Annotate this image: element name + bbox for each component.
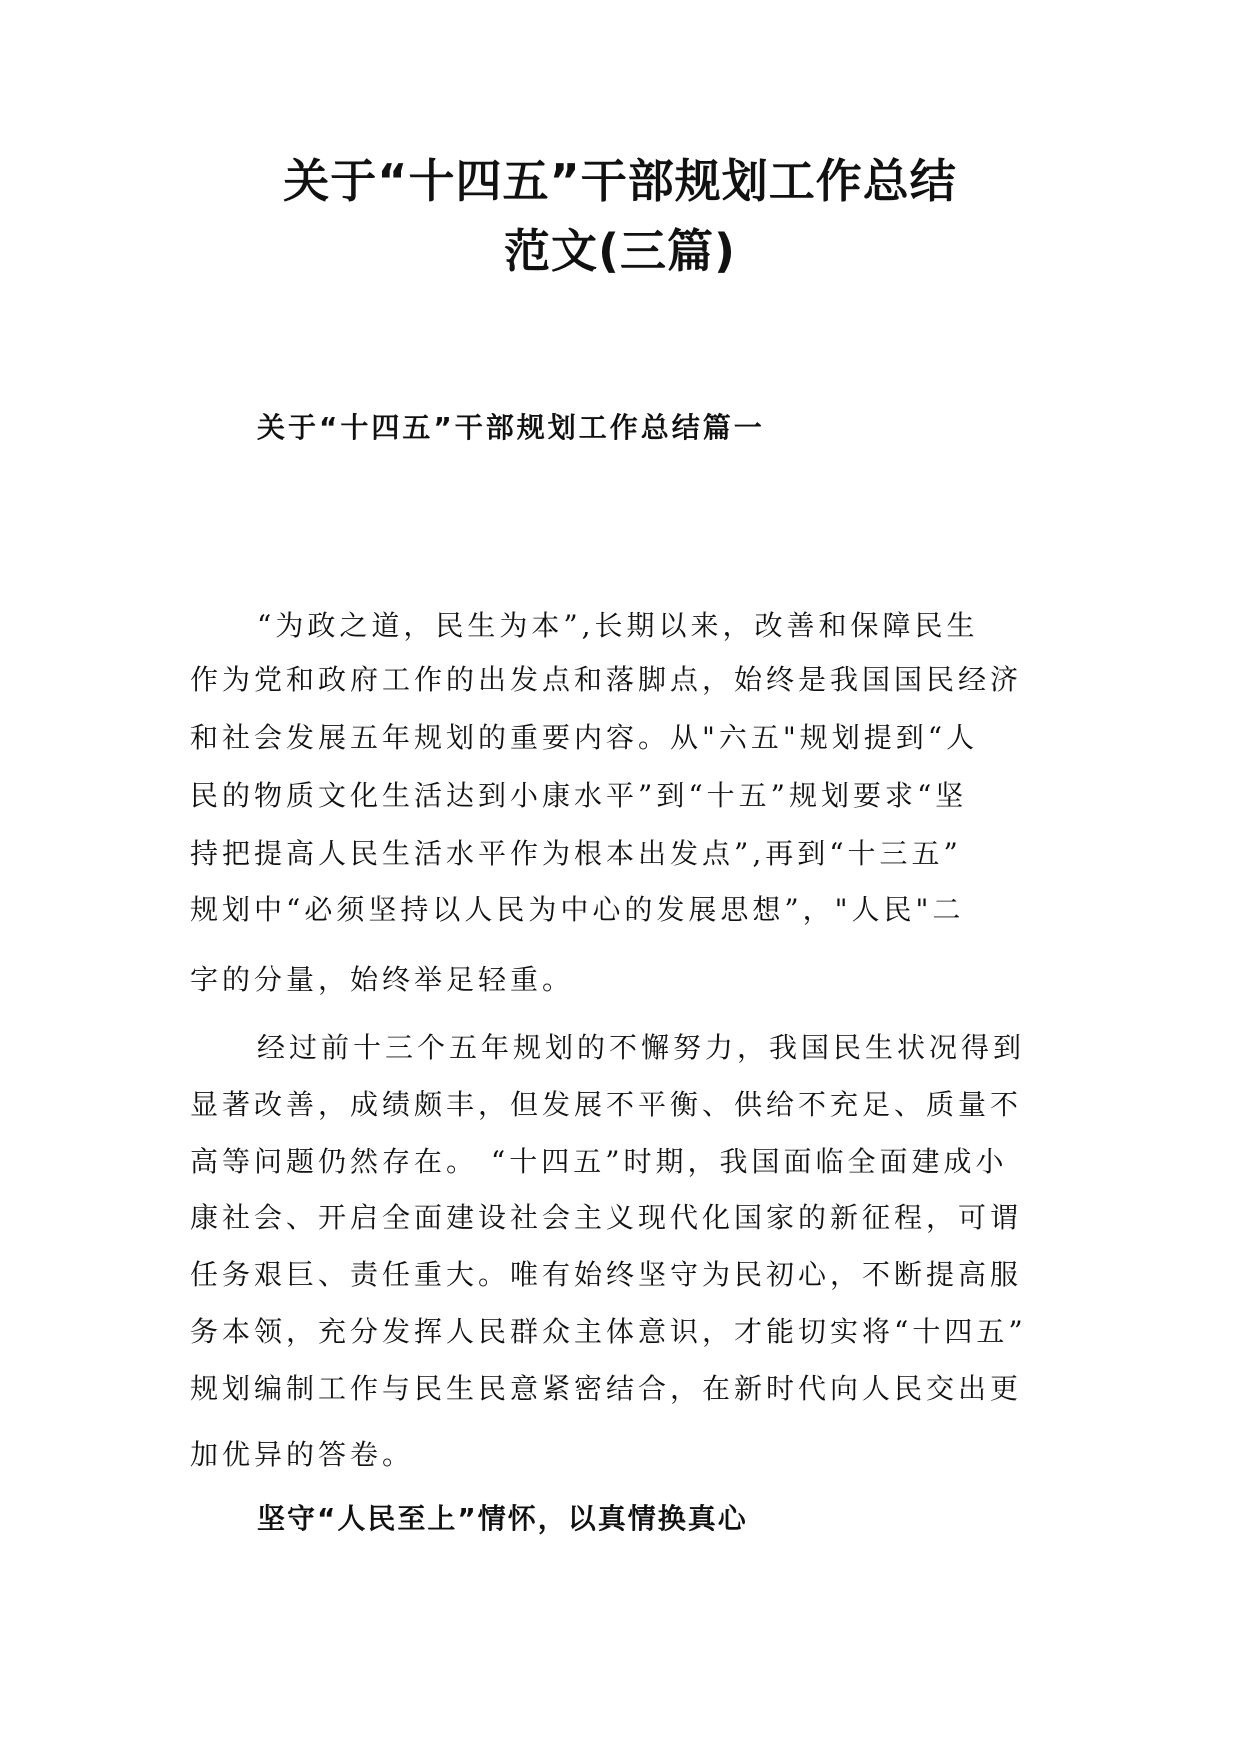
paragraph-2-line: 高等问题仍然存在。 “十四五”时期，我国面临全面建成小 [190, 1145, 1008, 1178]
document-title-line-2: 范文(三篇) [503, 224, 737, 278]
section-heading-2: 坚守“人民至上”情怀，以真情换真心 [257, 1502, 748, 1535]
paragraph-2-line: 务本领，充分发挥人民群众主体意识，才能切实将“十四五” [190, 1315, 1027, 1348]
paragraph-2-line: 康社会、开启全面建设社会主义现代化国家的新征程，可谓 [190, 1201, 1023, 1234]
paragraph-2-line: 经过前十三个五年规划的不懈努力，我国民生状况得到 [257, 1031, 1026, 1064]
paragraph-1-line: 作为党和政府工作的出发点和落脚点，始终是我国国民经济 [190, 663, 1023, 696]
paragraph-1-line: 和社会发展五年规划的重要内容。从"六五"规划提到“人 [190, 721, 979, 754]
paragraph-2-line: 显著改善，成绩颇丰，但发展不平衡、供给不充足、质量不 [190, 1088, 1023, 1121]
paragraph-2-line: 加优异的答卷。 [190, 1438, 415, 1471]
section-heading-1: 关于“十四五”干部规划工作总结篇一 [257, 411, 765, 444]
document-title-line-1: 关于“十四五”干部规划工作总结 [283, 154, 957, 208]
paragraph-1-line: 字的分量，始终举足轻重。 [190, 963, 575, 996]
paragraph-1-line: 规划中“必须坚持以人民为中心的发展思想”，"人民"二 [190, 893, 965, 926]
paragraph-1-line: 民的物质文化生活达到小康水平”到“十五”规划要求“坚 [190, 779, 968, 812]
paragraph-2-line: 任务艰巨、责任重大。唯有始终坚守为民初心，不断提高服 [190, 1258, 1023, 1291]
paragraph-1-line: 持把提高人民生活水平作为根本出发点”,再到“十三五” [190, 837, 962, 870]
paragraph-2-line: 规划编制工作与民生民意紧密结合，在新时代向人民交出更 [190, 1372, 1023, 1405]
paragraph-1-line: “为政之道，民生为本”,长期以来，改善和保障民生 [257, 609, 979, 642]
